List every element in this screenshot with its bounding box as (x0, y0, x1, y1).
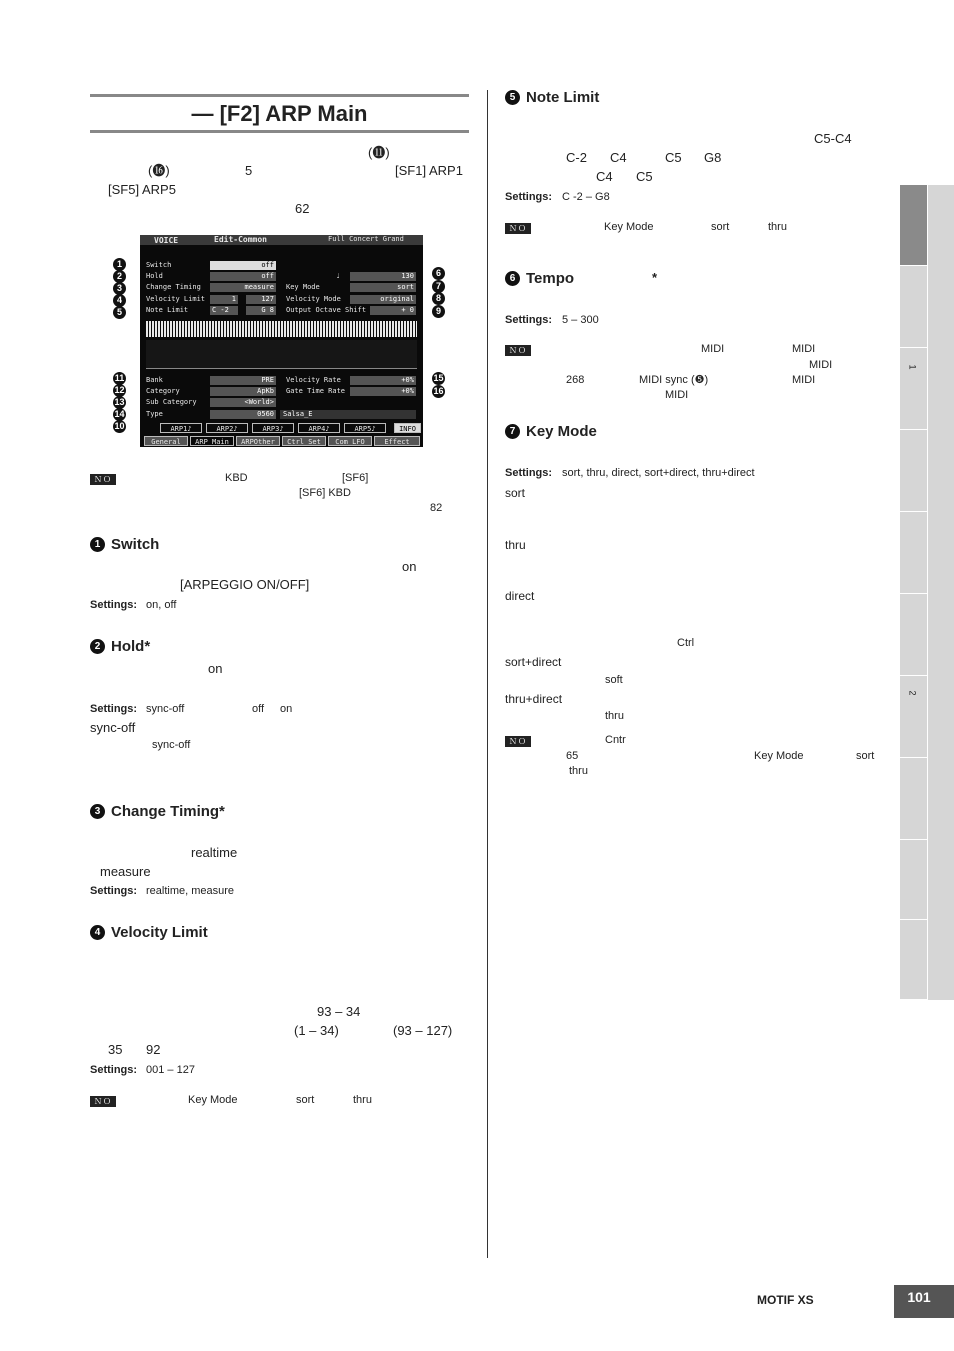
lcd-value-note-low: C -2 (210, 306, 238, 315)
note-limit-c: C5 (665, 150, 682, 165)
tempo-note-midi-sync: MIDI sync (❺) (639, 374, 709, 386)
lcd-func-general[interactable]: General (144, 436, 188, 446)
heading-tempo (505, 270, 574, 287)
side-tab-9[interactable] (900, 840, 927, 920)
heading-change-timing-title: Change Timing* (111, 803, 225, 820)
change-timing-realtime: realtime (191, 845, 238, 860)
hold-off: off (252, 703, 265, 715)
velocity-range-c: 35 (108, 1042, 123, 1057)
callout-10: 10 (114, 421, 125, 431)
callout-1: 1 (113, 258, 126, 271)
lcd-tab-arp3[interactable]: ARP3♪ (252, 423, 294, 433)
heading-hold-num: 2 (90, 639, 105, 654)
lcd-value-sub-category: <World> (210, 398, 276, 407)
heading-hold-title: Hold* (111, 638, 151, 655)
note-limit-note-sort: sort (711, 221, 730, 233)
tempo-settings: 5 – 300 (562, 314, 599, 326)
lcd-value-hold: off (210, 272, 276, 281)
lcd-display-area (146, 340, 417, 369)
screen-note-sf6-kbd: [SF6] KBD (299, 487, 351, 499)
lcd-value-bank: PRE (210, 376, 276, 385)
screen-note-page: 82 (430, 502, 443, 514)
callout-11: 11 (114, 373, 125, 383)
side-label-2: 2 (907, 690, 918, 696)
hold-term: sync-off (90, 720, 136, 735)
lcd-value-tempo: 130 (350, 272, 416, 281)
heading-change-timing (90, 803, 225, 820)
velocity-range-b: (93 – 127) (393, 1023, 453, 1038)
side-label-1: 1 (907, 364, 918, 370)
heading-key-mode (505, 423, 597, 440)
note-limit-note-thru: thru (768, 221, 787, 233)
heading-key-mode-title: Key Mode (526, 423, 597, 440)
lcd-label-category: Category (146, 387, 180, 395)
lcd-func-effect[interactable]: Effect (374, 436, 420, 446)
velocity-range-d: 92 (146, 1042, 161, 1057)
lcd-func-arp-main[interactable]: ARP Main (190, 436, 234, 446)
lcd-value-switch: off (210, 261, 276, 270)
note-limit-b: C4 (610, 150, 627, 165)
callout-14: 14 (114, 409, 125, 419)
screen-note-sf6: [SF6] (342, 472, 369, 484)
note-limit-settings: C -2 – G8 (562, 191, 610, 203)
side-tab-10[interactable] (900, 920, 927, 1000)
velocity-settings: 001 – 127 (146, 1064, 195, 1076)
lcd-value-octave-shift: + 0 (370, 306, 416, 315)
switch-settings: on, off (146, 599, 177, 611)
tempo-note-midi1: MIDI (701, 343, 725, 355)
lcd-tab-arp5[interactable]: ARP5♪ (344, 423, 386, 433)
key-mode-note-icon: ＮＯＴＥ (505, 736, 531, 747)
tempo-note-midi2: MIDI (792, 343, 816, 355)
heading-tempo-title: Tempo (526, 270, 575, 287)
key-mode-note-cntr: Cntr (605, 734, 626, 746)
lcd-value-gate-time-rate: +0% (350, 387, 416, 396)
lcd-label-velocity-rate: Velocity Rate (286, 376, 341, 384)
lcd-value-note-high: G 8 (246, 306, 276, 315)
note-limit-settings-label: Settings: (505, 191, 553, 203)
key-mode-sort-direct-soft: soft (605, 674, 623, 686)
note-limit-a: C-2 (566, 150, 587, 165)
lcd-edit: Edit-Common (214, 235, 267, 244)
switch-on: on (402, 559, 417, 574)
note-limit-note-icon: ＮＯＴＥ (505, 223, 531, 234)
lcd-screen (140, 235, 423, 447)
lcd-value-type: 0560 (210, 410, 276, 419)
heading-note-limit-title: Note Limit (526, 89, 600, 106)
note-limit-e: C4 (596, 169, 613, 184)
key-mode-note-key-mode: Key Mode (754, 750, 804, 762)
tempo-note-page: 268 (566, 374, 585, 386)
change-timing-settings-label: Settings: (90, 885, 138, 897)
heading-switch-title: Switch (111, 536, 160, 553)
lcd-value-change-timing: measure (210, 283, 276, 292)
tempo-note-midi3: MIDI (809, 359, 833, 371)
footer-product: MOTIF XS (757, 1293, 814, 1307)
heading-change-timing-num: 3 (90, 804, 105, 819)
lcd-label-switch: Switch (146, 261, 172, 269)
lcd-label-bank: Bank (146, 376, 163, 384)
heading-switch (90, 536, 159, 553)
tempo-settings-label: Settings: (505, 314, 553, 326)
side-tab-7[interactable] (900, 676, 927, 758)
lcd-func-arp-other[interactable]: ARPOther (236, 436, 280, 446)
intro-page: 62 (295, 201, 310, 216)
velocity-note-icon: ＮＯＴＥ (90, 1096, 116, 1107)
key-mode-term-sort-direct: sort+direct (505, 655, 562, 669)
key-mode-direct-ctrl: Ctrl (677, 637, 695, 649)
tempo-note-midi4: MIDI (792, 374, 816, 386)
lcd-label-velocity-limit: Velocity Limit (146, 295, 206, 303)
lcd-label-octave-shift: Output Octave Shift (286, 306, 367, 314)
key-mode-note-page: 65 (566, 750, 579, 762)
intro-ref-16: (⓰) (148, 163, 170, 178)
note-limit-d: G8 (704, 150, 722, 165)
intro-count: 5 (245, 163, 253, 178)
change-timing-settings: realtime, measure (146, 885, 235, 897)
lcd-value-velocity-rate: +0% (350, 376, 416, 385)
tempo-note-icon: ＮＯＴＥ (505, 345, 531, 356)
lcd-value-velocity-mode: original (350, 295, 416, 304)
key-mode-term-direct: direct (505, 589, 535, 603)
lcd-value-key-mode: sort (350, 283, 416, 292)
heading-key-mode-num: 7 (505, 424, 520, 439)
velocity-note-sort: sort (296, 1094, 315, 1106)
lcd-tab-arp2[interactable]: ARP2♪ (206, 423, 248, 433)
key-mode-thru-direct-thru: thru (605, 710, 624, 722)
side-tab-4[interactable] (900, 430, 927, 512)
note-limit-range: C5-C4 (814, 131, 852, 146)
intro-arp1: [SF1] ARP1 (395, 163, 463, 178)
callout-13: 13 (114, 397, 125, 407)
switch-button: [ARPEGGIO ON/OFF] (180, 577, 310, 592)
callout-2: 2 (113, 270, 126, 283)
lcd-label-gate-time-rate: Gate Time Rate (286, 387, 346, 395)
hold-on: on (208, 661, 223, 676)
side-tab-6[interactable] (900, 594, 927, 676)
callout-3: 3 (113, 282, 126, 295)
key-mode-term-thru: thru (505, 538, 526, 552)
key-mode-settings: sort, thru, direct, sort+direct, thru+direct (562, 467, 755, 479)
side-strip (928, 185, 954, 1000)
tempo-star: * (652, 270, 658, 285)
side-tab-active[interactable] (900, 185, 927, 266)
hold-on2: on (280, 703, 293, 715)
lcd-value-category: ApKb (210, 387, 276, 396)
heading-note-limit-num: 5 (505, 90, 520, 105)
velocity-settings-label: Settings: (90, 1064, 138, 1076)
lcd-mode: VOICE (154, 236, 179, 245)
heading-tempo-num: 6 (505, 271, 520, 286)
side-tab-3[interactable] (900, 348, 927, 430)
lcd-label-hold: Hold (146, 272, 163, 280)
lcd-tab-info[interactable]: INFO (394, 423, 421, 433)
callout-5: 5 (113, 306, 126, 319)
key-mode-term-thru-direct: thru+direct (505, 692, 563, 706)
callout-8: 8 (432, 292, 445, 305)
change-timing-measure: measure (100, 864, 151, 879)
side-tab-5[interactable] (900, 512, 927, 594)
key-mode-note-sort: sort (856, 750, 875, 762)
key-mode-term-sort: sort (505, 486, 526, 500)
note-limit-f: C5 (636, 169, 653, 184)
intro-arp5: [SF5] ARP5 (108, 182, 176, 197)
heading-note-limit (505, 89, 599, 106)
title-rule-top (90, 94, 469, 97)
velocity-note-key-mode: Key Mode (188, 1094, 238, 1106)
lcd-value-velocity-low: 1 (210, 295, 238, 304)
hold-term-body: sync-off (152, 739, 191, 751)
heading-velocity-limit (90, 924, 208, 941)
lcd-label-tempo: ♩ (336, 272, 341, 280)
screen-note-kbd: KBD (225, 472, 248, 484)
velocity-range: 93 – 34 (317, 1004, 361, 1019)
lcd-func-ctrl-set[interactable]: Ctrl Set (282, 436, 326, 446)
lcd-label-sub-category: Sub Category (146, 398, 197, 406)
callout-9: 9 (432, 305, 445, 318)
velocity-note-thru: thru (353, 1094, 372, 1106)
page-title: — [F2] ARP Main (191, 101, 368, 126)
lcd-value-type-name: Salsa_E (280, 410, 416, 419)
lcd-voice-name: Full Concert Grand (328, 235, 404, 243)
heading-velocity-limit-title: Velocity Limit (111, 924, 208, 941)
callout-12: 12 (114, 385, 125, 395)
side-tab-8[interactable] (900, 758, 927, 840)
callout-7: 7 (432, 280, 445, 293)
callout-15: 15 (433, 373, 444, 383)
heading-velocity-limit-num: 4 (90, 925, 105, 940)
key-mode-settings-label: Settings: (505, 467, 553, 479)
hold-settings: sync-off (146, 703, 185, 715)
footer-page-number: 101 (907, 1289, 931, 1305)
heading-hold (90, 638, 150, 655)
heading-switch-num: 1 (90, 537, 105, 552)
tempo-note-midi5: MIDI (665, 389, 689, 401)
lcd-label-change-timing: Change Timing (146, 283, 201, 291)
lcd-label-type: Type (146, 410, 163, 418)
callout-16: 16 (433, 386, 444, 396)
note-limit-note-key-mode: Key Mode (604, 221, 654, 233)
lcd-tab-arp1[interactable]: ARP1♪ (160, 423, 202, 433)
title-rule-bottom (90, 130, 469, 133)
hold-settings-label: Settings: (90, 703, 138, 715)
velocity-range-a: (1 – 34) (294, 1023, 339, 1038)
side-tab-2[interactable] (900, 266, 927, 348)
switch-settings-label: Settings: (90, 599, 138, 611)
lcd-label-key-mode: Key Mode (286, 283, 320, 291)
key-mode-note-thru: thru (569, 765, 588, 777)
callout-6: 6 (432, 267, 445, 280)
lcd-func-com-lfo[interactable]: Com LFO (328, 436, 372, 446)
column-divider (487, 90, 488, 1258)
lcd-value-velocity-high: 127 (246, 295, 276, 304)
lcd-tab-arp4[interactable]: ARP4♪ (298, 423, 340, 433)
intro-ref-11: (⓫) (368, 145, 390, 160)
lcd-label-velocity-mode: Velocity Mode (286, 295, 341, 303)
lcd-keyboard (146, 321, 417, 337)
callout-4: 4 (113, 294, 126, 307)
note-icon: ＮＯＴＥ (90, 474, 116, 485)
lcd-label-note-limit: Note Limit (146, 306, 189, 314)
